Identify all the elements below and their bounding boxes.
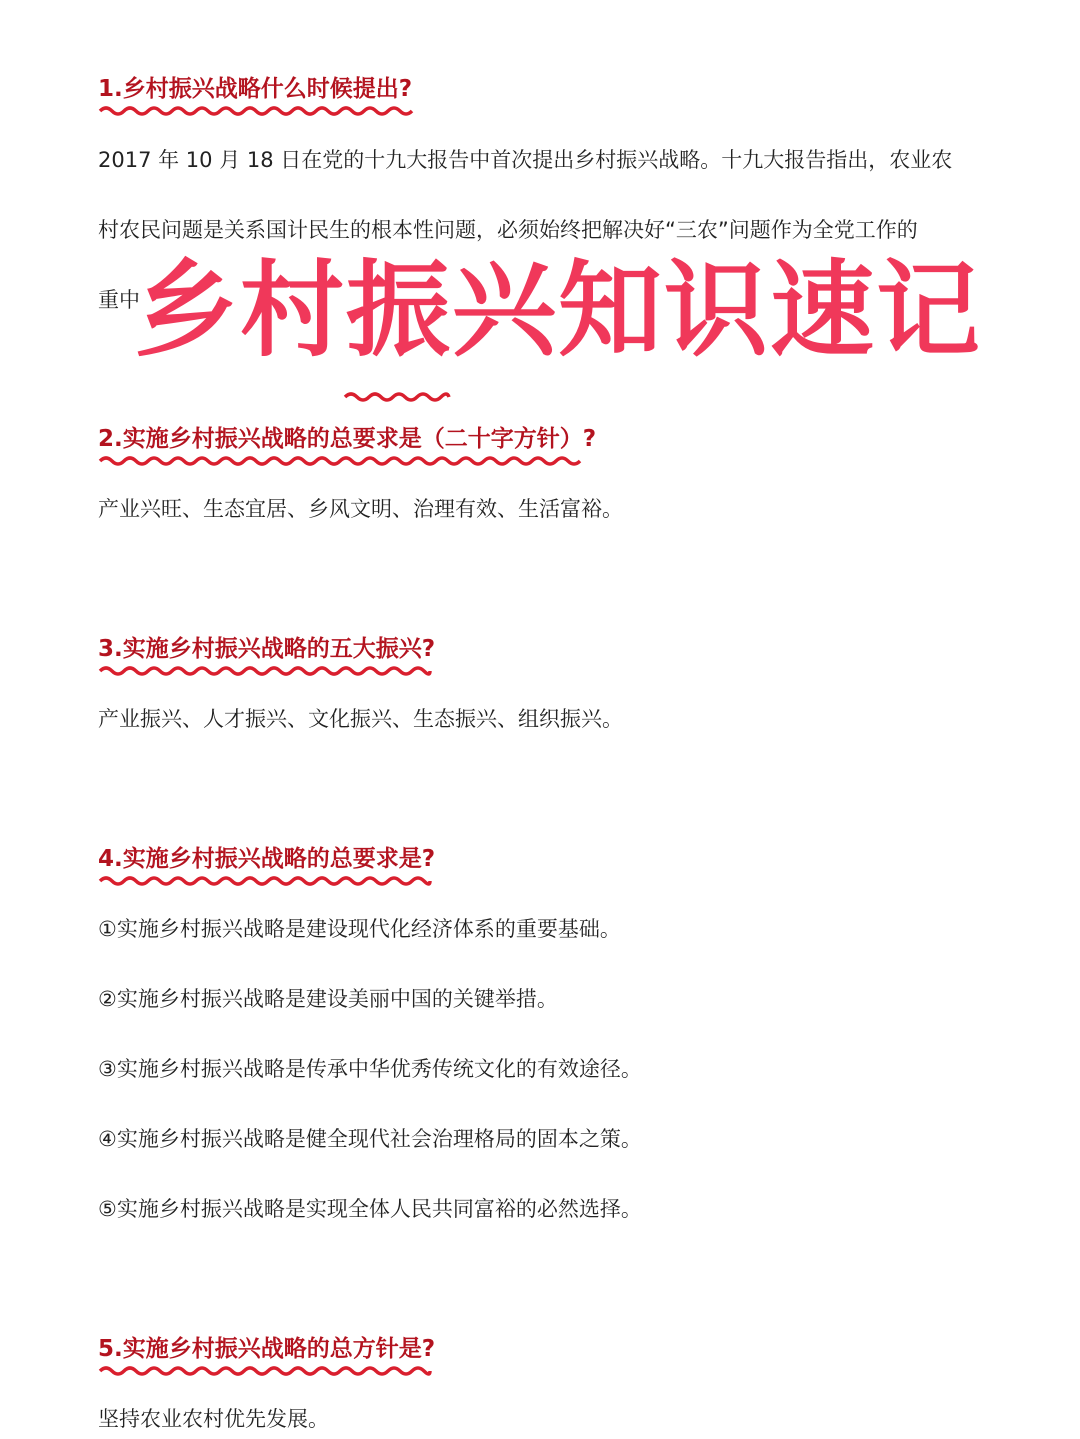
- answer-4-item-1: ①实施乡村振兴战略是建设现代化经济体系的重要基础。: [98, 917, 621, 941]
- answer-4-item-2: ②实施乡村振兴战略是建设美丽中国的关键举措。: [98, 987, 558, 1011]
- answer-3: 产业振兴、人才振兴、文化振兴、生态振兴、组织振兴。: [98, 707, 623, 731]
- wavy-underline-3: [100, 664, 430, 678]
- wavy-underline-4: [100, 874, 430, 888]
- overlay-title: 乡村振兴知识速记: [134, 249, 983, 371]
- wavy-underline-2: [100, 454, 580, 468]
- answer-1-line-3: 重中: [98, 288, 140, 312]
- answer-2: 产业兴旺、生态宜居、乡风文明、治理有效、生活富裕。: [98, 497, 623, 521]
- question-2: 2.实施乡村振兴战略的总要求是（二十字方针）?: [98, 426, 597, 452]
- wavy-underline-1: [100, 104, 412, 118]
- question-5: 5.实施乡村振兴战略的总方针是?: [98, 1336, 436, 1362]
- answer-4-item-4: ④实施乡村振兴战略是健全现代社会治理格局的固本之策。: [98, 1127, 642, 1151]
- answer-5: 坚持农业农村优先发展。: [98, 1407, 329, 1431]
- wavy-underline-1b: [345, 390, 449, 404]
- wavy-underline-5: [100, 1364, 430, 1378]
- answer-1-line-1: 2017 年 10 月 18 日在党的十九大报告中首次提出乡村振兴战略。十九大报告指出，农业农: [98, 148, 953, 172]
- answer-4-item-3: ③实施乡村振兴战略是传承中华优秀传统文化的有效途径。: [98, 1057, 642, 1081]
- question-3: 3.实施乡村振兴战略的五大振兴?: [98, 636, 436, 662]
- answer-1-line-2: 村农民问题是关系国计民生的根本性问题，必须始终把解决好“三农”问题作为全党工作的: [98, 218, 918, 242]
- question-1: 1.乡村振兴战略什么时候提出?: [98, 76, 413, 102]
- question-4: 4.实施乡村振兴战略的总要求是?: [98, 846, 436, 872]
- answer-4-item-5: ⑤实施乡村振兴战略是实现全体人民共同富裕的必然选择。: [98, 1197, 642, 1221]
